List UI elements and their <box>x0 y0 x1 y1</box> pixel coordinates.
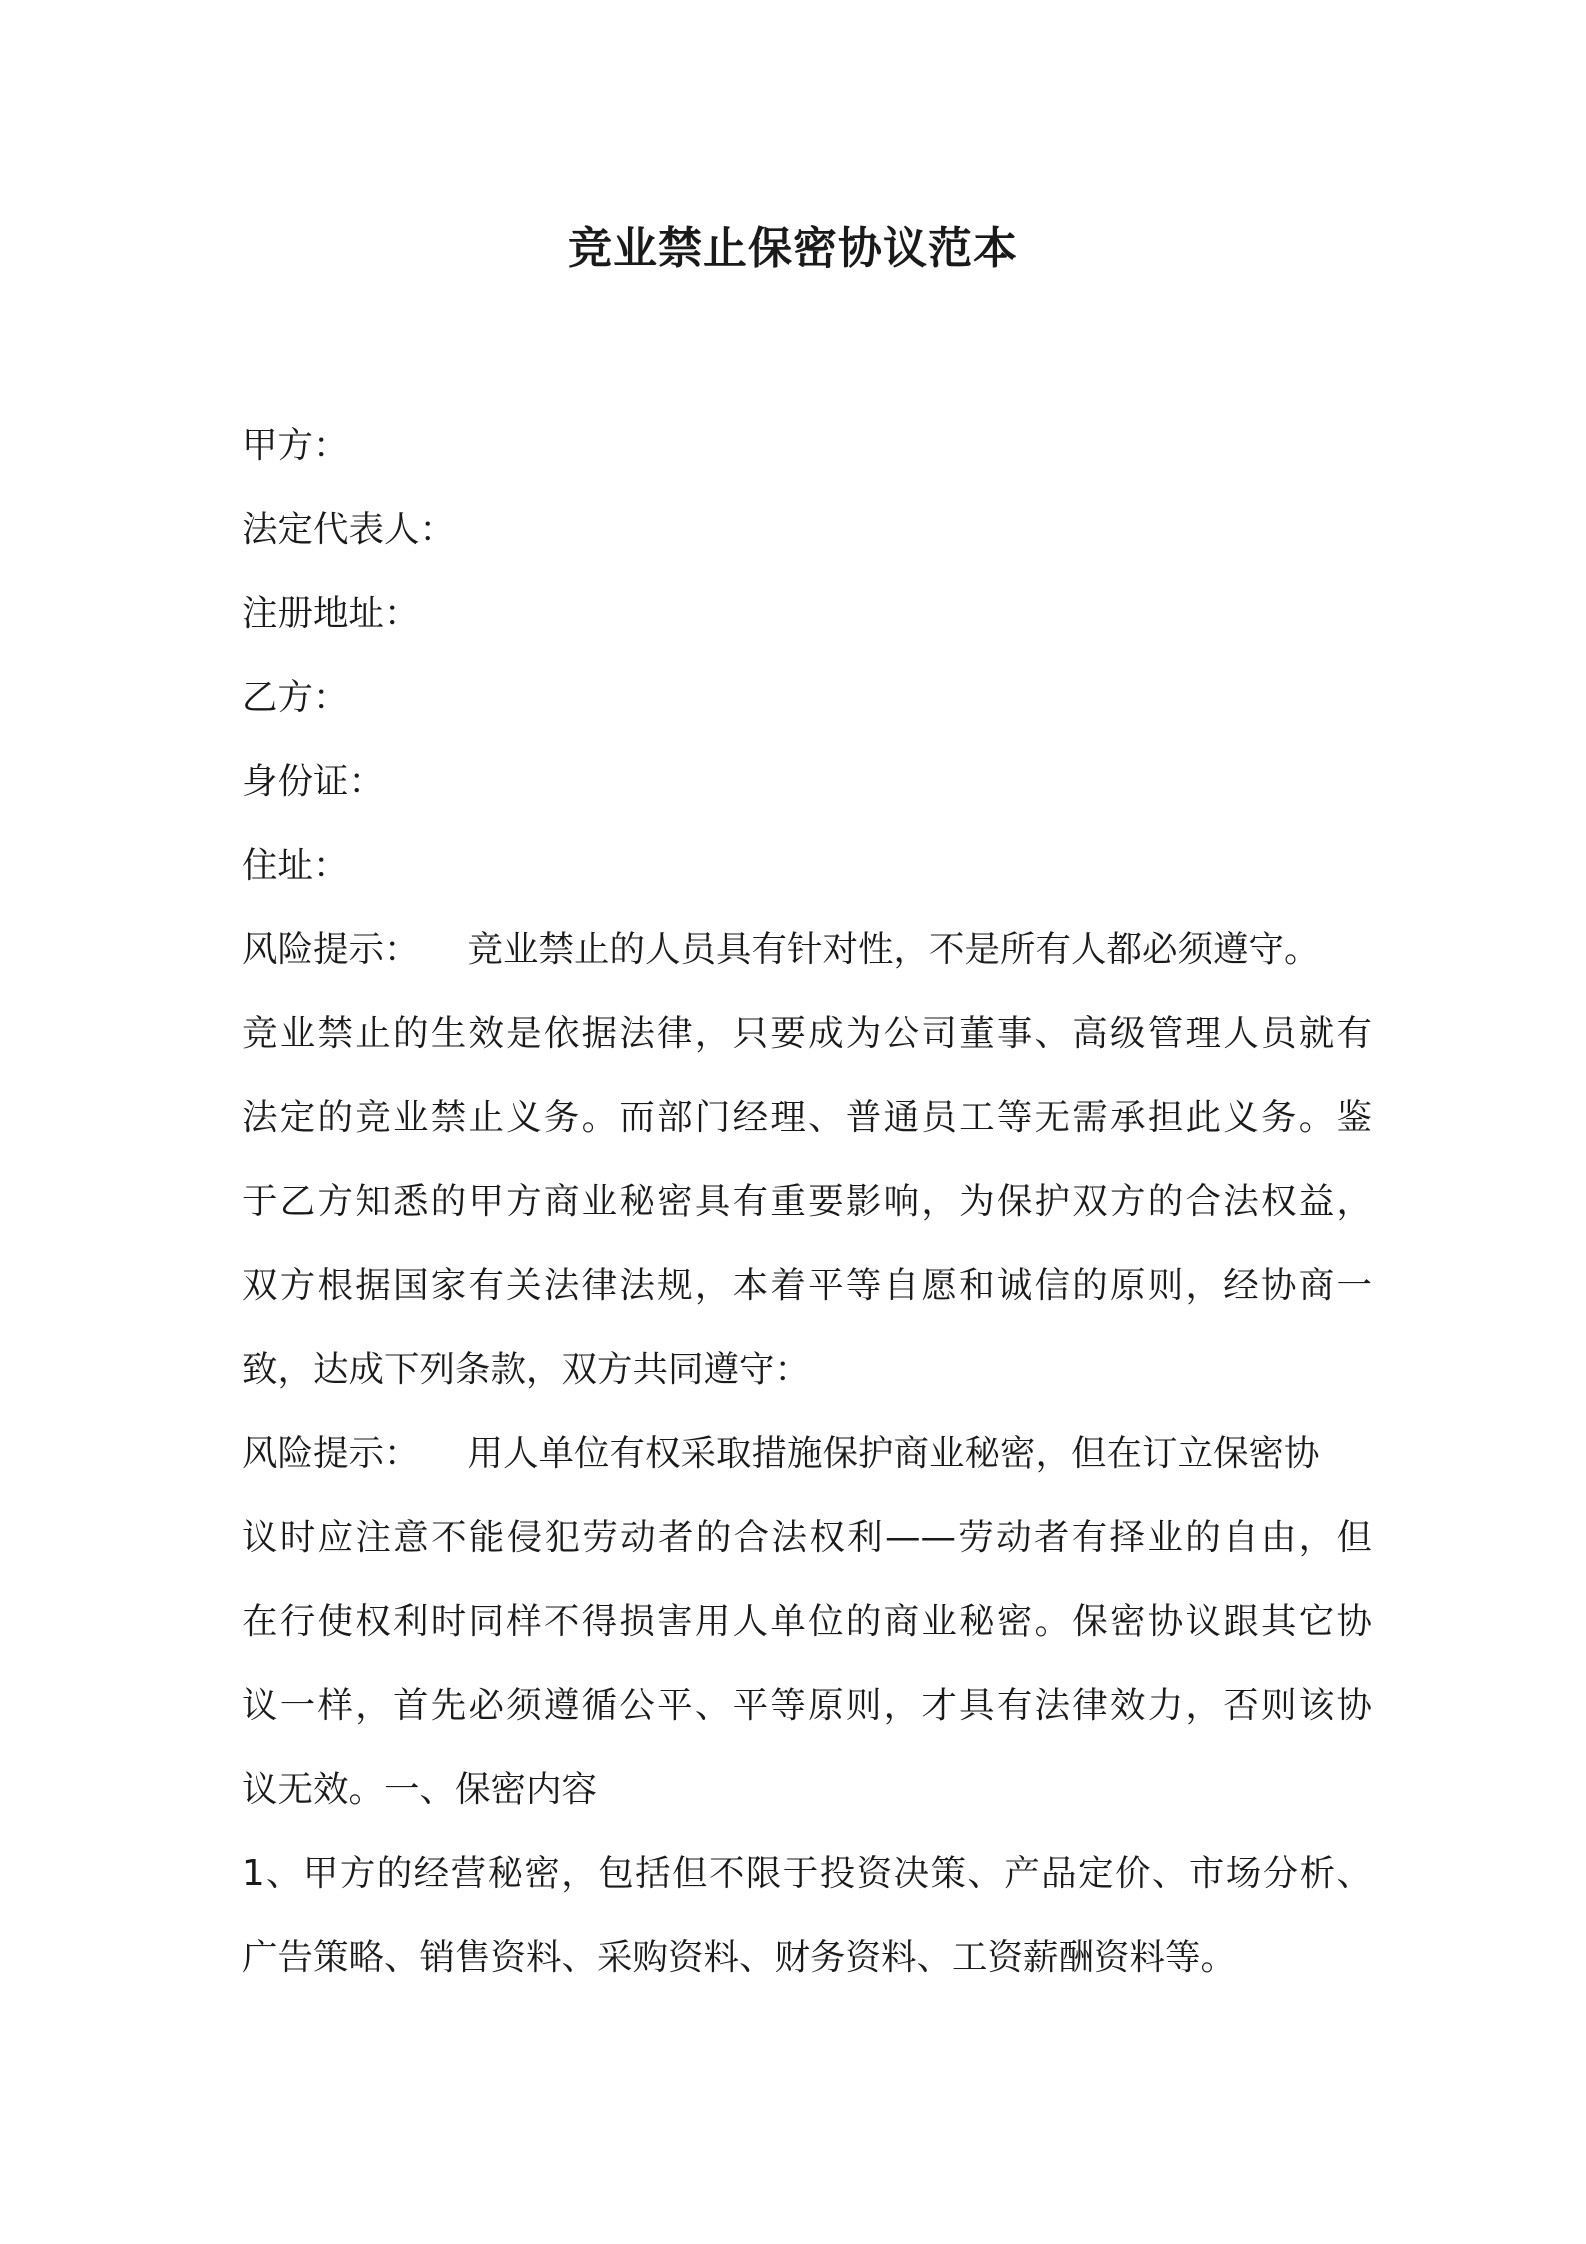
document-title: 竞业禁止保密协议范本 <box>568 223 1018 274</box>
risk-notice-2-line-2: 议时应注意不能侵犯劳动者的合法权利——劳动者有择业的自由，但 <box>242 1517 1372 1558</box>
field-id-card: 身份证： <box>242 761 385 802</box>
risk-notice-2-line-5: 议无效。一、保密内容 <box>242 1769 598 1810</box>
risk-notice-1-line-5: 双方根据国家有关法律法规，本着平等自愿和诚信的原则，经协商一 <box>242 1265 1372 1306</box>
field-party-a: 甲方： <box>242 425 349 466</box>
risk-notice-2-label: 风险提示： <box>242 1433 420 1474</box>
risk-notice-1-line-2: 竞业禁止的生效是依据法律，只要成为公司董事、高级管理人员就有 <box>242 1013 1372 1054</box>
risk-notice-2-line-4: 议一样，首先必须遵循公平、平等原则，才具有法律效力，否则该协 <box>242 1685 1372 1726</box>
field-address: 住址： <box>242 845 349 886</box>
field-legal-rep: 法定代表人： <box>242 509 456 550</box>
risk-notice-2-text-1: 用人单位有权采取措施保护商业秘密，但在订立保密协 <box>467 1433 1320 1474</box>
risk-notice-2-line-3: 在行使权利时同样不得损害用人单位的商业秘密。保密协议跟其它协 <box>242 1601 1372 1642</box>
risk-notice-1-line-6: 致，达成下列条款，双方共同遵守： <box>242 1349 811 1390</box>
risk-notice-1-line-3: 法定的竞业禁止义务。而部门经理、普通员工等无需承担此义务。鉴 <box>242 1097 1372 1138</box>
document-body <box>242 404 1372 2000</box>
risk-notice-1-label: 风险提示： <box>242 929 420 970</box>
clause-1-line-1: 1、甲方的经营秘密，包括但不限于投资决策、产品定价、市场分析、 <box>242 1853 1372 1894</box>
clause-1-line-2: 广告策略、销售资料、采购资料、财务资料、工资薪酬资料等。 <box>242 1937 1237 1978</box>
field-reg-address: 注册地址： <box>242 593 420 634</box>
risk-notice-1-line-1 <box>242 908 1372 992</box>
risk-notice-2-line-1 <box>242 1412 1372 1496</box>
risk-notice-1-text-1: 竞业禁止的人员具有针对性，不是所有人都必须遵守。 <box>467 929 1320 970</box>
field-party-b: 乙方： <box>242 677 349 718</box>
risk-notice-1-line-4: 于乙方知悉的甲方商业秘密具有重要影响，为保护双方的合法权益， <box>242 1181 1372 1222</box>
